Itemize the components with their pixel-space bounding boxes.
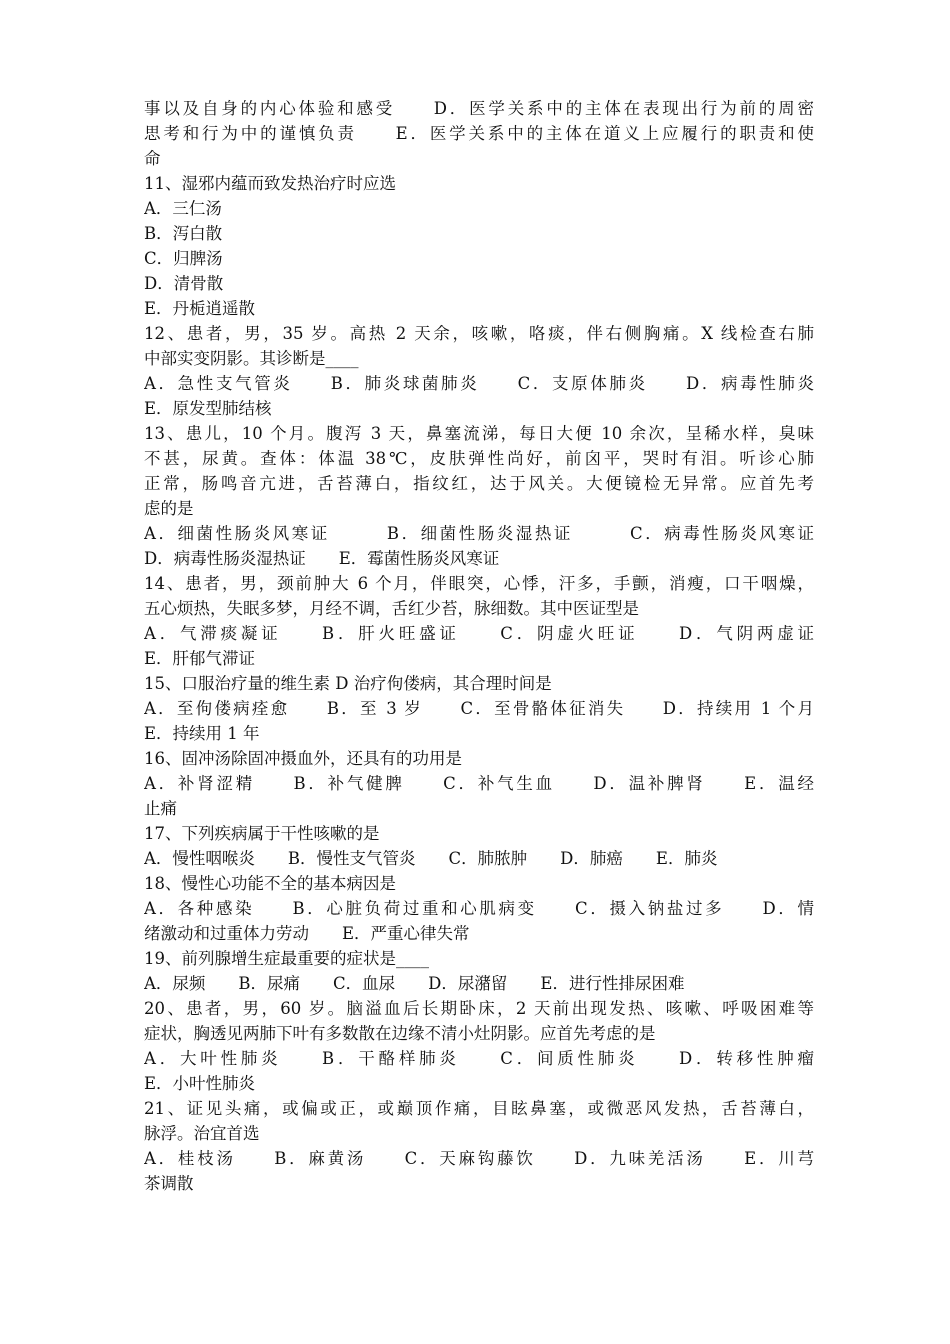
text-line: 13、患儿，10 个月。腹泻 3 天，鼻塞流涕，每日大便 10 余次，呈稀水样，臭味	[144, 424, 814, 443]
text-line: 绪激动和过重体力劳动 E．严重心律失常	[144, 924, 470, 943]
text-line: 不甚，尿黄。查体：体温 38℃，皮肤弹性尚好，前囟平，哭时有泪。听诊心肺	[144, 449, 814, 468]
document-page	[144, 96, 814, 1196]
text-line: 事以及自身的内心体验和感受 D．医学关系中的主体在表现出行为前的周密	[144, 99, 814, 118]
text-line: 12、患者，男，35 岁。高热 2 天余，咳嗽，咯痰，伴右侧胸痛。X 线检查右肺	[144, 324, 814, 343]
text-line: 16、固冲汤除固冲摄血外，还具有的功用是	[144, 749, 462, 768]
text-line: 五心烦热，失眠多梦，月经不调，舌红少苔，脉细数。其中医证型是	[144, 599, 639, 618]
text-line: A．气滞痰凝证 B．肝火旺盛证 C．阴虚火旺证 D．气阴两虚证	[144, 624, 814, 643]
text-line: D．清骨散	[144, 274, 224, 293]
text-line: 14、患者，男，颈前肿大 6 个月，伴眼突，心悸，汗多，手颤，消瘦，口干咽燥，	[144, 574, 814, 593]
text-line: A．桂枝汤 B．麻黄汤 C．天麻钩藤饮 D．九味羌活汤 E．川芎	[144, 1149, 814, 1168]
text-line: C．归脾汤	[144, 249, 223, 268]
text-line: A．急性支气管炎 B．肺炎球菌肺炎 C．支原体肺炎 D．病毒性肺炎	[144, 374, 814, 393]
text-line: 正常，肠鸣音亢进，舌苔薄白，指纹红，达于风关。大便镜检无异常。应首先考	[144, 474, 814, 493]
text-line: A．补肾涩精 B．补气健脾 C．补气生血 D．温补脾肾 E．温经	[144, 774, 814, 793]
text-line: E．原发型肺结核	[144, 399, 272, 418]
text-line: 止痛	[144, 799, 177, 818]
text-line: 命	[144, 149, 161, 168]
text-line: 虑的是	[144, 499, 194, 518]
text-line: A．慢性咽喉炎 B．慢性支气管炎 C．肺脓肿 D．肺癌 E．肺炎	[144, 849, 718, 868]
text-line: A．至佝偻病痊愈 B．至 3 岁 C．至骨骼体征消失 D．持续用 1 个月	[144, 699, 814, 718]
text-line: B．泻白散	[144, 224, 223, 243]
text-line: 20、患者，男，60 岁。脑溢血后长期卧床，2 天前出现发热、咳嗽、呼吸困难等	[144, 999, 814, 1018]
text-line: E．小叶性肺炎	[144, 1074, 256, 1093]
text-line: 19、前列腺增生症最重要的症状是____	[144, 949, 429, 968]
text-line: 15、口服治疗量的维生素 D 治疗佝偻病，其合理时间是	[144, 674, 552, 693]
text-line: A．大叶性肺炎 B．干酪样肺炎 C．间质性肺炎 D．转移性肿瘤	[144, 1049, 814, 1068]
text-line: 中部实变阴影。其诊断是____	[144, 349, 359, 368]
text-line: 症状，胸透见两肺下叶有多数散在边缘不清小灶阴影。应首先考虑的是	[144, 1024, 656, 1043]
text-line: 11、湿邪内蕴而致发热治疗时应选	[144, 174, 396, 193]
text-line: 脉浮。治宜首选	[144, 1124, 260, 1143]
text-line: 茶调散	[144, 1174, 194, 1193]
text-line: 思考和行为中的谨慎负责 E．医学关系中的主体在道义上应履行的职责和使	[144, 124, 814, 143]
text-line: E．持续用 1 年	[144, 724, 260, 743]
text-line: E．肝郁气滞证	[144, 649, 256, 668]
text-line: E．丹栀逍遥散	[144, 299, 256, 318]
text-line: A．各种感染 B．心脏负荷过重和心肌病变 C．摄入钠盐过多 D．情	[144, 899, 814, 918]
text-line: 21、证见头痛，或偏或正，或巅顶作痛，目眩鼻塞，或微恶风发热，舌苔薄白，	[144, 1099, 814, 1118]
text-line: 17、下列疾病属于干性咳嗽的是	[144, 824, 380, 843]
text-line: D．病毒性肠炎湿热证 E．霉菌性肠炎风寒证	[144, 549, 500, 568]
text-line: A．三仁汤	[144, 199, 222, 218]
text-line: A．尿频 B．尿痛 C．血尿 D．尿潴留 E．进行性排尿困难	[144, 974, 685, 993]
text-line: A．细菌性肠炎风寒证 B．细菌性肠炎湿热证 C．病毒性肠炎风寒证	[144, 524, 814, 543]
text-line: 18、慢性心功能不全的基本病因是	[144, 874, 396, 893]
